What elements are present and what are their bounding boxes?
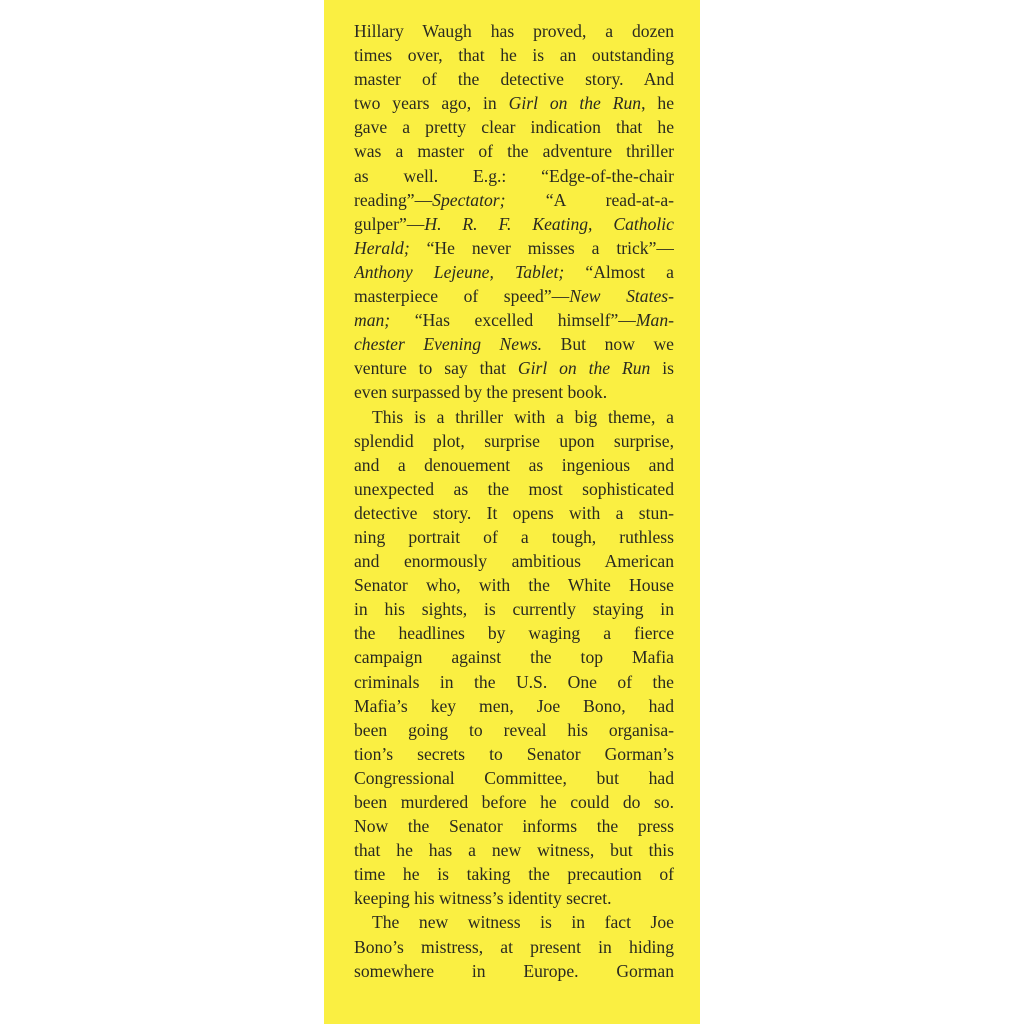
- blurb-line: [354, 308, 674, 332]
- text-segment: as well. E.g.: “Edge-of-the-chair: [354, 165, 674, 186]
- blurb-line: [354, 959, 674, 983]
- text-segment: two years ago, in: [354, 93, 509, 114]
- blurb-line: [354, 43, 674, 67]
- text-segment: been murdered before he could do so.: [354, 792, 674, 812]
- blurb-line: [354, 694, 674, 718]
- text-segment: the headlines by waging a fierce: [354, 623, 674, 644]
- italic-segment: Anthony Lejeune, Tablet;: [354, 261, 565, 282]
- text-segment: times over, that he is an outstanding: [354, 45, 674, 66]
- text-segment: This is a thriller with a big theme, a: [372, 406, 674, 427]
- text-segment: criminals in the U.S. One of the: [354, 671, 674, 692]
- text-segment: master of the detective story. And: [354, 69, 674, 90]
- blurb-line: [354, 838, 674, 862]
- text-segment: even surpassed by the present book.: [354, 382, 608, 403]
- text-segment: ning portrait of a tough, ruthless: [354, 526, 674, 547]
- text-segment: Senator who, with the White House: [354, 575, 674, 596]
- text-segment: is: [650, 358, 674, 379]
- blurb-line: [354, 477, 674, 501]
- blurb-line: [354, 188, 674, 212]
- blurb-line: [354, 597, 674, 621]
- blurb-line: [354, 935, 674, 959]
- text-segment: “He never misses a trick”—: [409, 237, 674, 258]
- text-segment: splendid plot, surprise upon surprise,: [354, 430, 674, 451]
- blurb-line: [354, 814, 674, 838]
- blurb-line: [354, 139, 674, 163]
- blurb-line: [354, 212, 674, 236]
- text-segment: somewhere in Europe. Gorman: [354, 960, 674, 981]
- blurb-line: [354, 670, 674, 694]
- blurb-line: [354, 429, 674, 453]
- text-segment: venture to say that: [354, 358, 518, 379]
- text-segment: campaign against the top Mafia: [354, 647, 674, 668]
- text-segment: Bono’s mistress, at present in hiding: [354, 936, 674, 957]
- blurb-line: [354, 164, 674, 188]
- blurb-line: [354, 573, 674, 597]
- blurb-line: [354, 356, 674, 380]
- text-segment: “A read-at-a-: [505, 189, 674, 210]
- italic-segment: Girl on the Run: [508, 93, 642, 114]
- text-segment: Now the Senator informs the press: [354, 816, 674, 837]
- text-segment: in his sights, is currently staying in: [354, 599, 674, 620]
- blurb-line: [354, 766, 674, 790]
- text-segment: that he has a new witness, but this: [354, 840, 674, 861]
- text-segment: Hillary Waugh has proved, a dozen: [354, 21, 674, 41]
- italic-segment: chester Evening News.: [354, 334, 543, 355]
- text-segment: But now we: [542, 334, 674, 355]
- blurb-line: [354, 501, 674, 525]
- blurb-line: [354, 332, 674, 356]
- blurb-line: [354, 886, 674, 910]
- italic-segment: Girl on the Run: [517, 358, 651, 379]
- blurb-line: [354, 742, 674, 766]
- text-segment: “Almost a: [564, 261, 674, 282]
- blurb-text: [354, 19, 674, 983]
- blurb-line: [354, 862, 674, 886]
- blurb-line: [354, 621, 674, 645]
- text-segment: reading”—: [354, 189, 433, 210]
- blurb-line: [354, 236, 674, 260]
- blurb-line: [354, 67, 674, 91]
- text-segment: “Has excelled himself”—: [390, 310, 636, 331]
- text-segment: The new witness is in fact Joe: [372, 912, 674, 933]
- blurb-line: [354, 91, 674, 115]
- blurb-line: [354, 910, 674, 934]
- text-segment: Mafia’s key men, Joe Bono, had: [354, 695, 674, 716]
- text-segment: gave a pretty clear indication that he: [354, 117, 674, 138]
- text-segment: been going to reveal his organisa-: [354, 719, 674, 740]
- text-segment: detective story. It opens with a stun-: [354, 502, 674, 523]
- italic-segment: New States-: [569, 286, 674, 307]
- blurb-line: [354, 19, 674, 43]
- blurb-line: [354, 645, 674, 669]
- italic-segment: H. R. F. Keating, Catholic: [424, 213, 674, 234]
- text-segment: Congressional Committee, but had: [354, 767, 674, 788]
- text-segment: and enormously ambitious American: [354, 551, 674, 572]
- blurb-line: [354, 405, 674, 429]
- italic-segment: Spectator;: [432, 189, 506, 210]
- italic-segment: man;: [354, 310, 391, 331]
- text-segment: masterpiece of speed”—: [354, 286, 570, 307]
- text-segment: gulper”—: [354, 213, 425, 234]
- text-segment: , he: [641, 93, 674, 114]
- text-segment: unexpected as the most sophisticated: [354, 478, 674, 499]
- blurb-line: [354, 453, 674, 477]
- text-segment: and a denouement as ingenious and: [354, 454, 674, 475]
- text-segment: time he is taking the precaution of: [354, 864, 674, 885]
- book-jacket-flap: [324, 0, 700, 1024]
- italic-segment: Herald;: [354, 237, 410, 258]
- blurb-line: [354, 790, 674, 814]
- blurb-line: [354, 284, 674, 308]
- blurb-line: [354, 718, 674, 742]
- text-segment: tion’s secrets to Senator Gorman’s: [354, 743, 674, 764]
- text-segment: was a master of the adventure thriller: [354, 141, 674, 162]
- blurb-line: [354, 380, 674, 404]
- blurb-line: [354, 549, 674, 573]
- blurb-line: [354, 525, 674, 549]
- blurb-line: [354, 260, 674, 284]
- blurb-line: [354, 115, 674, 139]
- text-segment: keeping his witness’s identity secret.: [354, 888, 612, 909]
- italic-segment: Man-: [635, 310, 674, 331]
